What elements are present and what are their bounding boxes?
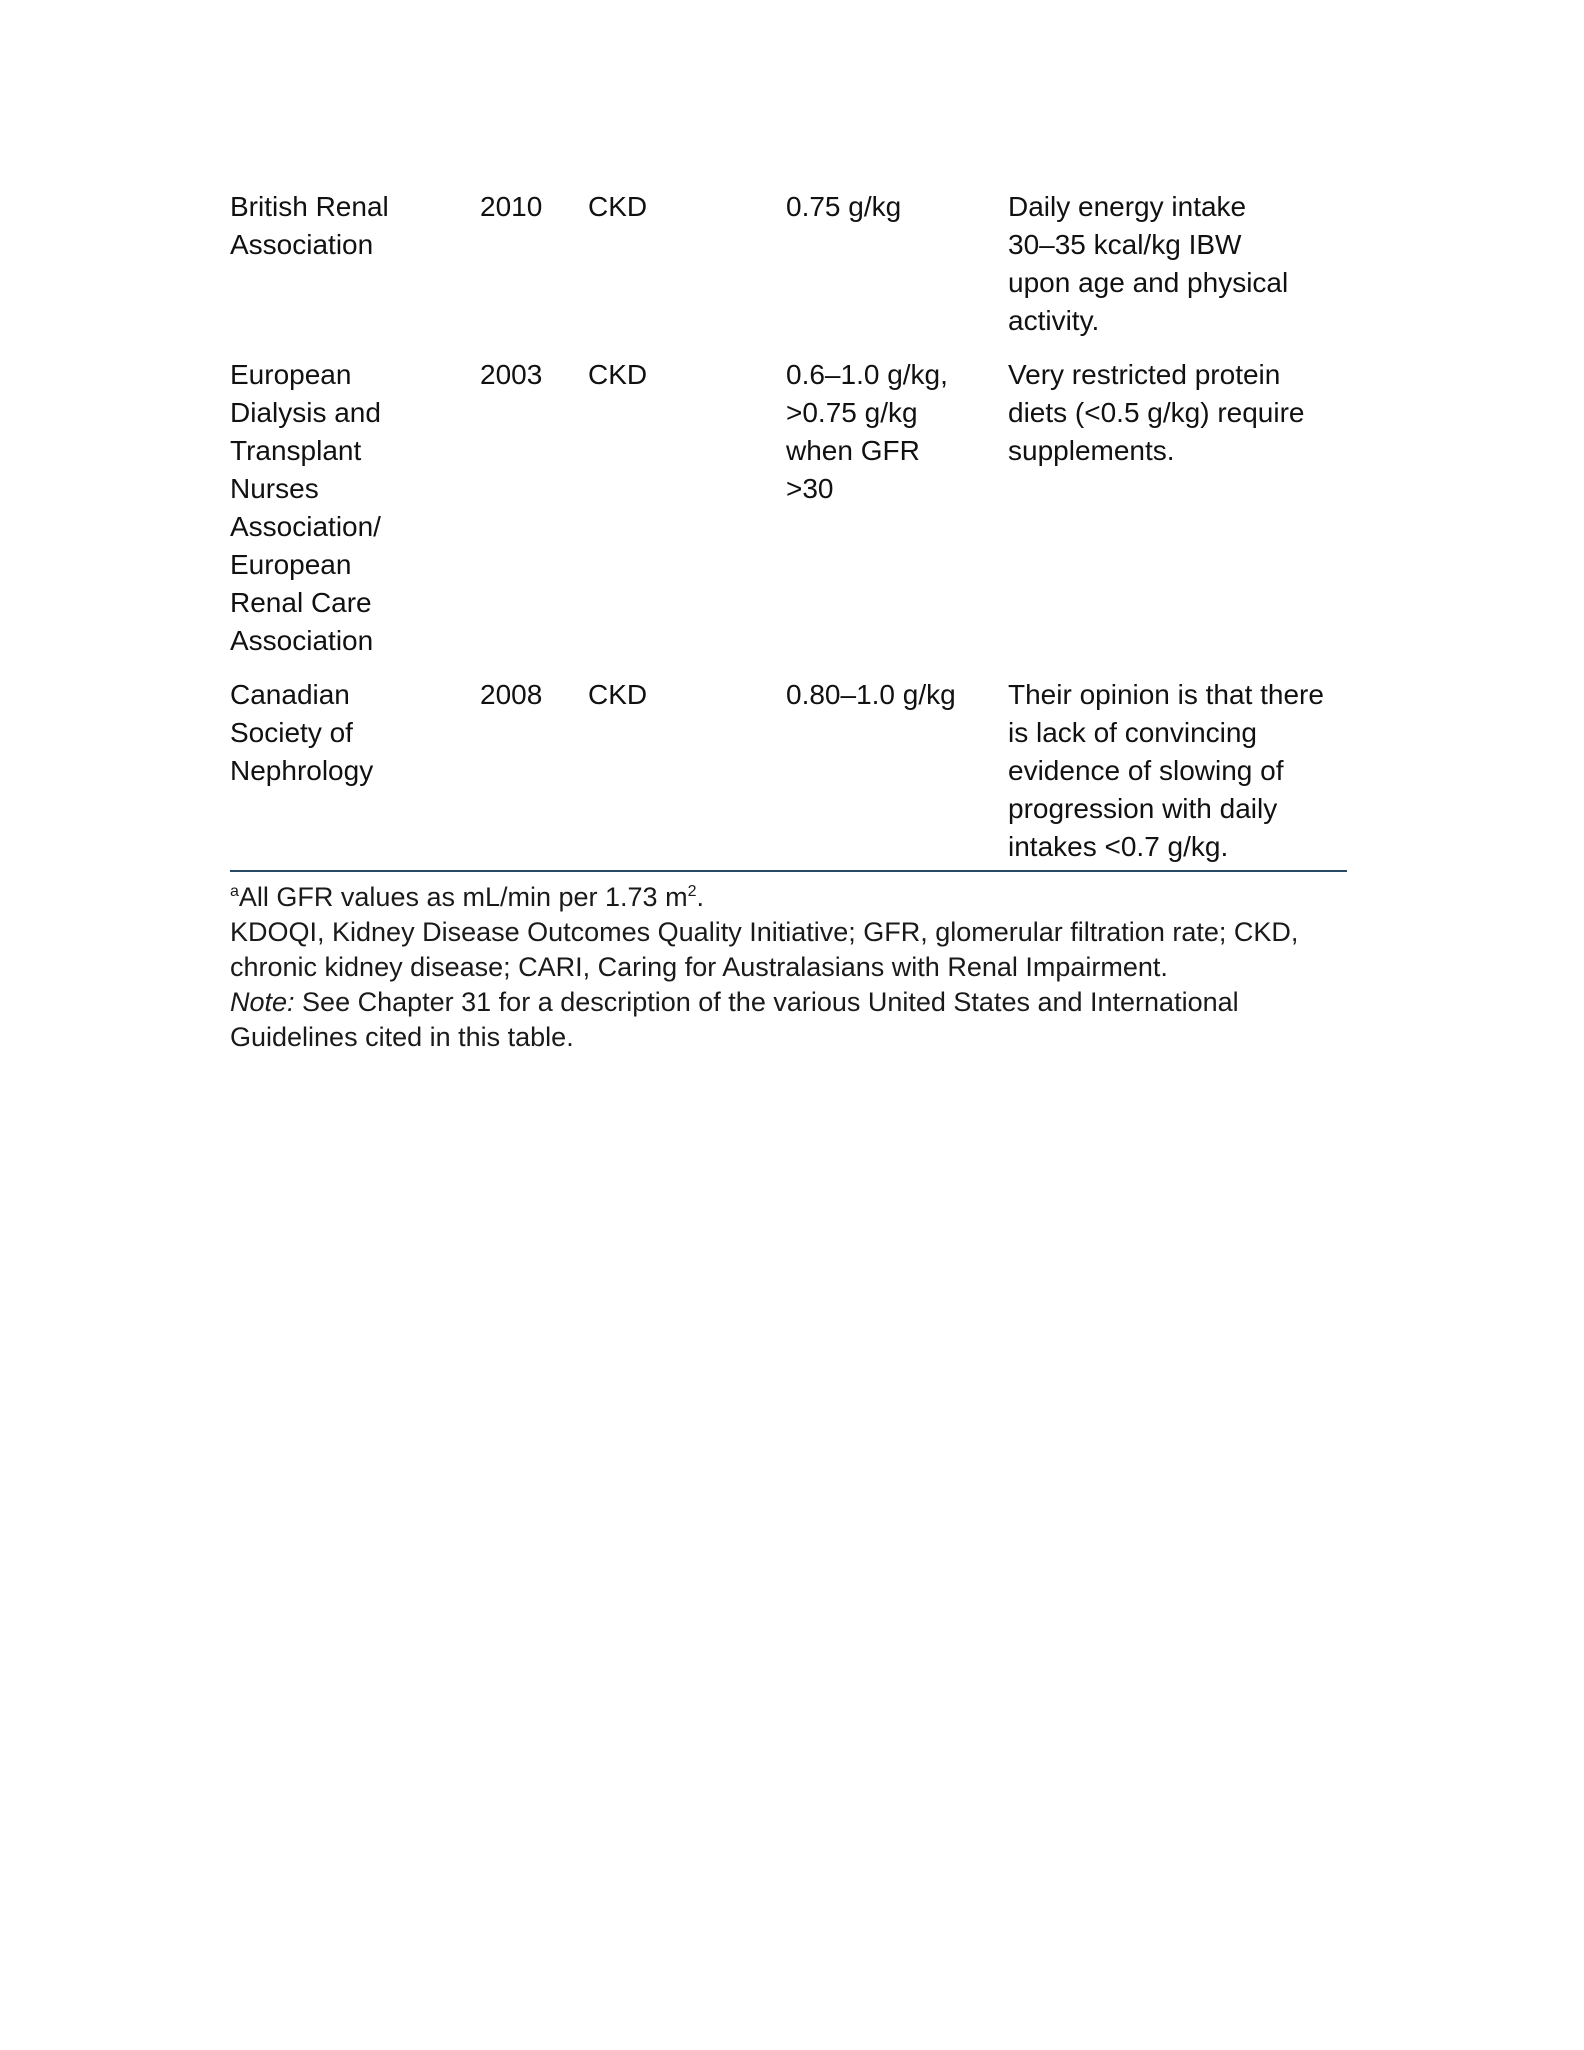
table-row — [230, 356, 1350, 676]
organization-line: British Renal — [230, 191, 389, 222]
organization-cell — [230, 188, 480, 356]
guidelines-table — [230, 188, 1350, 878]
organization-line: Nephrology — [230, 755, 374, 786]
comments-line: progression with daily — [1008, 793, 1278, 824]
organization-line: European — [230, 549, 352, 580]
comments-line: diets (<0.5 g/kg) require — [1008, 397, 1305, 428]
recommendation-line: >30 — [786, 473, 834, 504]
table-body — [230, 188, 1350, 878]
organization-line: European — [230, 359, 352, 390]
year-cell: 2003 — [480, 359, 543, 390]
population-cell: CKD — [588, 359, 648, 390]
comments-line: is lack of convincing — [1008, 717, 1258, 748]
comments-line: supplements. — [1008, 435, 1175, 466]
comments-line: 30–35 kcal/kg IBW — [1008, 229, 1242, 260]
note-text: See Chapter 31 for a description of the various United States and International Guidelines cited in this table. — [230, 987, 1239, 1052]
footnote-a-superscript: 2 — [687, 883, 697, 900]
comments-cell — [1008, 356, 1350, 676]
recommendation-cell — [786, 676, 1008, 878]
organization-cell — [230, 676, 480, 878]
recommendation-cell — [786, 188, 1008, 356]
footnote-a — [230, 880, 1350, 915]
organization-line: Association/ — [230, 511, 381, 542]
comments-cell — [1008, 676, 1350, 878]
organization-line: Canadian — [230, 679, 350, 710]
note-label: Note: — [230, 987, 295, 1017]
comments-line: activity. — [1008, 305, 1100, 336]
recommendation-line: 0.80–1.0 g/kg — [786, 679, 956, 710]
organization-cell — [230, 356, 480, 676]
comments-cell — [1008, 188, 1350, 356]
comments-line: upon age and physical — [1008, 267, 1289, 298]
recommendation-line: 0.75 g/kg — [786, 191, 902, 222]
population-cell: CKD — [588, 191, 648, 222]
table-footnotes — [230, 880, 1350, 1055]
organization-line: Dialysis and — [230, 397, 381, 428]
year-cell: 2010 — [480, 191, 543, 222]
comments-line: intakes <0.7 g/kg. — [1008, 831, 1229, 862]
footnote-a-end: . — [696, 882, 704, 912]
population-cell: CKD — [588, 679, 648, 710]
table-row — [230, 676, 1350, 878]
organization-line: Association — [230, 229, 374, 260]
organization-line: Transplant — [230, 435, 362, 466]
year-cell: 2008 — [480, 679, 543, 710]
table-bottom-rule — [230, 870, 1347, 872]
organization-line: Nurses — [230, 473, 319, 504]
comments-line: Their opinion is that there — [1008, 679, 1324, 710]
footnote-a-text: All GFR values as mL/min per 1.73 m — [238, 882, 688, 912]
comments-line: Very restricted protein — [1008, 359, 1281, 390]
recommendation-line: when GFR — [786, 435, 920, 466]
table-row — [230, 188, 1350, 356]
footnote-abbreviations: KDOQI, Kidney Disease Outcomes Quality Initiative; GFR, glomerular filtration rate; CKD, chronic kidney disease; CARI, Caring for Australasians with Renal Impairment. — [230, 917, 1299, 982]
organization-line: Renal Care — [230, 587, 372, 618]
footnote-note — [230, 985, 1350, 1055]
organization-line: Society of — [230, 717, 353, 748]
recommendation-line: >0.75 g/kg — [786, 397, 918, 428]
recommendation-cell — [786, 356, 1008, 676]
comments-line: evidence of slowing of — [1008, 755, 1284, 786]
comments-line: Daily energy intake — [1008, 191, 1247, 222]
organization-line: Association — [230, 625, 374, 656]
footnote-marker: a — [230, 883, 239, 900]
recommendation-line: 0.6–1.0 g/kg, — [786, 359, 948, 390]
